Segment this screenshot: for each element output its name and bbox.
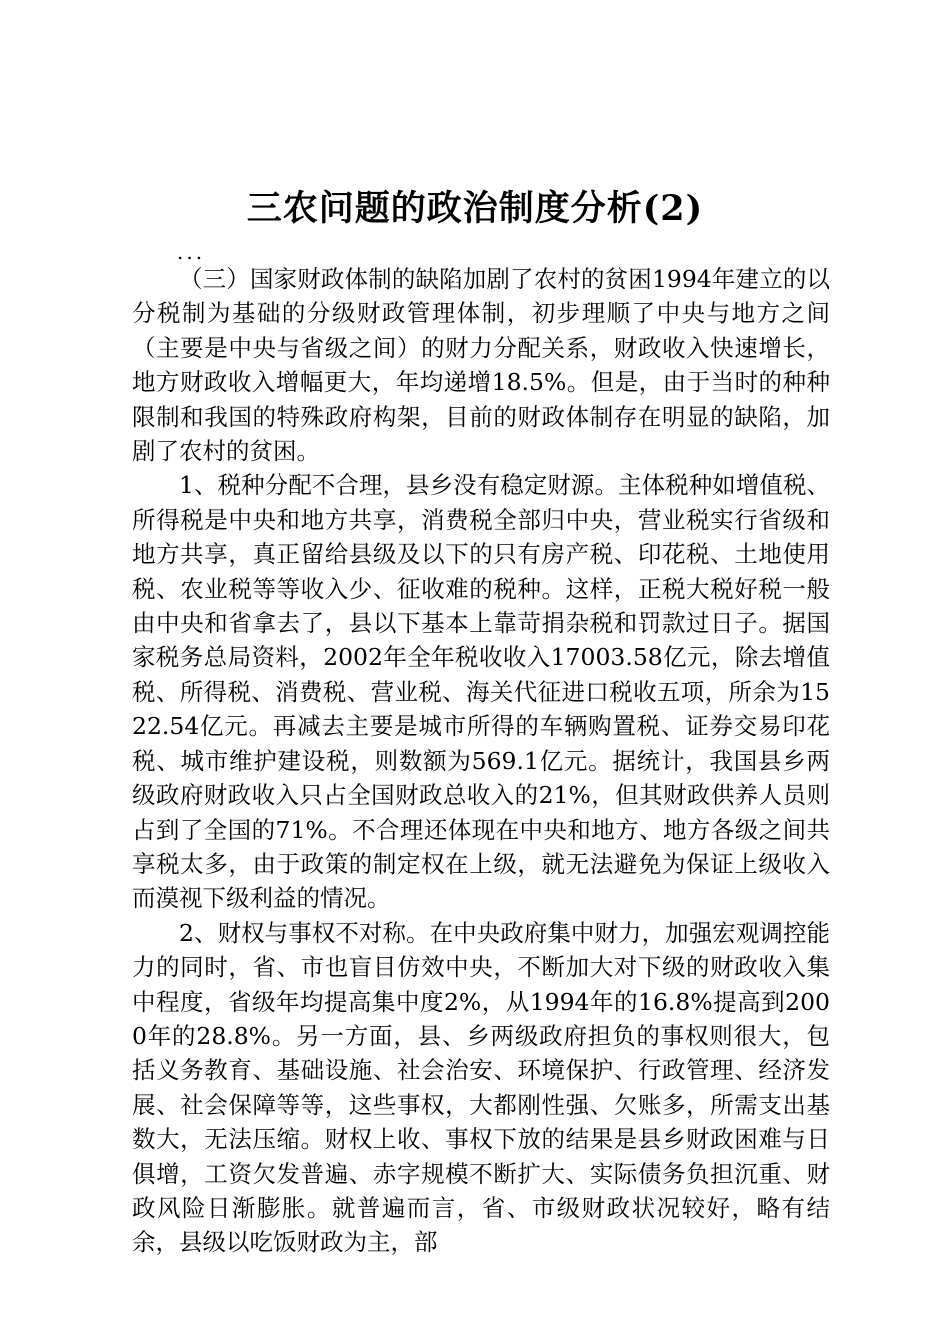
paragraph-revenue-responsibility: 2、财权与事权不对称。在中央政府集中财力，加强宏观调控能力的同时，省、市也盲目仿效中央，不断加大对下级的财政收入集中程度，省级年均提高集中度2%，从1994年的16.8%提高到2000年的28.8%。另一方面，县、乡两级政府担负的事权则很大，包括义务教育、基础设施、社会治安、环境保护、行政管理、经济发展、社会保障等等，这些事权，大都刚性强、欠账多，所需支出基数大，无法压缩。财权上收、事权下放的结果是县乡财政困难与日俱增，工资欠发普遍、赤字规模不断扩大、实际债务负担沉重、财政风险日渐膨胀。就普遍而言，省、市级财政状况较好，略有结余，县级以吃饭财政为主，部	[132, 918, 830, 1257]
document-title: 三农问题的政治制度分析(2)	[246, 188, 704, 229]
ellipsis-marker: ...	[177, 240, 206, 264]
document-body	[132, 262, 830, 1260]
paragraph-fiscal-system: （三）国家财政体制的缺陷加剧了农村的贫困1994年建立的以分税制为基础的分级财政管理体制，初步理顺了中央与地方之间（主要是中央与省级之间）的财力分配关系，财政收入快速增长，地方财政收入增幅更大，年均递增18.5%。但是，由于当时的种种限制和我国的特殊政府构架，目前的财政体制存在明显的缺陷，加剧了农村的贫困。	[132, 265, 830, 466]
paragraph-tax-allocation: 1、税种分配不合理，县乡没有稳定财源。主体税种如增值税、所得税是中央和地方共享，消费税全部归中央，营业税实行省级和地方共享，真正留给县级及以下的只有房产税、印花税、土地使用税、农业税等等收入少、征收难的税种。这样，正税大税好税一般由中央和省拿去了，县以下基本上靠苛捐杂税和罚款过日子。据国家税务总局资料，2002年全年税收收入17003.58亿元，除去增值税、所得税、消费税、营业税、海关代征进口税收五项，所余为1522.54亿元。再减去主要是城市所得的车辆购置税、证券交易印花税、城市维护建设税，则数额为569.1亿元。据统计，我国县乡两级政府财政收入只占全国财政总收入的21%，但其财政供养人员则占到了全国的71%。不合理还体现在中央和地方、地方各级之间共享税太多，由于政策的制定权在上级，就无法避免为保证上级收入而漠视下级利益的情况。	[132, 471, 830, 913]
